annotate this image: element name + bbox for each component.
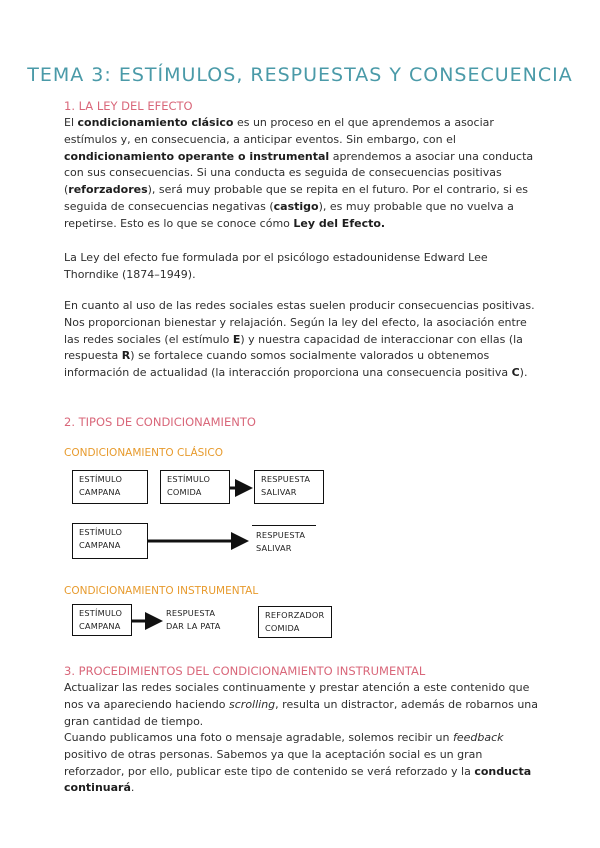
- section-3-paragraph-2: Cuando publicamos una foto o mensaje agradable, solemos recibir un feedback positivo de otras personas. Sabemos ya que la aceptación social es un gran reforzador, por ello, publicar este tipo de contenido se verá reforzado y la conducta continuará.: [64, 731, 532, 795]
- diagram-box-stimulus-bell-3: ESTÍMULO CAMPANA: [72, 604, 132, 636]
- diagram-box-stimulus-bell-2: ESTÍMULO CAMPANA: [72, 523, 148, 559]
- section-2-heading: 2. TIPOS DE CONDICIONAMIENTO: [64, 415, 256, 429]
- diagram-box-reinforcer-food: REFORZADOR COMIDA: [258, 606, 332, 638]
- section-3-paragraph-1: Actualizar las redes sociales continuamente y prestar atención a este contenido que nos va apareciendo haciendo scrolling, resulta un distractor, además de robarnos una gran cantidad de tiempo.: [64, 681, 539, 728]
- diagram-response-salivate-2: RESPUESTA SALIVAR: [252, 525, 316, 557]
- section-3-heading: 3. PROCEDIMIENTOS DEL CONDICIONAMIENTO INSTRUMENTAL: [64, 664, 426, 678]
- diagram-box-stimulus-food: ESTÍMULO COMIDA: [160, 470, 230, 504]
- page-title: TEMA 3: ESTÍMULOS, RESPUESTAS Y CONSECUENCIA: [27, 64, 573, 86]
- section-1-heading: 1. LA LEY DEL EFECTO: [64, 99, 193, 113]
- classical-conditioning-heading: CONDICIONAMIENTO CLÁSICO: [64, 447, 223, 459]
- instrumental-conditioning-heading: CONDICIONAMIENTO INSTRUMENTAL: [64, 585, 259, 597]
- diagram-response-give-paw: RESPUESTA DAR LA PATA: [166, 608, 221, 631]
- diagram-box-stimulus-bell: ESTÍMULO CAMPANA: [72, 470, 148, 504]
- section-1-paragraph-1: El condicionamiento clásico es un proceso en el que aprendemos a asociar estímulos y, en consecuencia, a anticipar eventos. Sin embargo, con el condicionamiento operante o instrumental aprendemos a asociar una conducta con sus consecuencias. Si una conducta es seguida de consecuencias positivas (reforzadores), será muy probable que se repita en el futuro. Por el contrario, si es seguida de consecuencias negativas (castigo), es muy probable que no vuelva a repetirse. Esto es lo que se conoce cómo Ley del Efecto.: [64, 116, 534, 230]
- diagram-box-response-salivate: RESPUESTA SALIVAR: [254, 470, 324, 504]
- section-1-paragraph-3: En cuanto al uso de las redes sociales estas suelen producir consecuencias positivas. Nos proporcionan bienestar y relajación. Según la ley del efecto, la asociación entre las redes sociales (el estímulo E) y nuestra capacidad de interaccionar con ellas (la respuesta R) se fortalece cuando somos socialmente valorados u obtenemos información de actualidad (la interacción proporciona una consecuencia positiva C).: [64, 299, 535, 380]
- section-1-paragraph-2: La Ley del efecto fue formulada por el psicólogo estadounidense Edward Lee Thorndike (1874–1949).: [64, 251, 488, 281]
